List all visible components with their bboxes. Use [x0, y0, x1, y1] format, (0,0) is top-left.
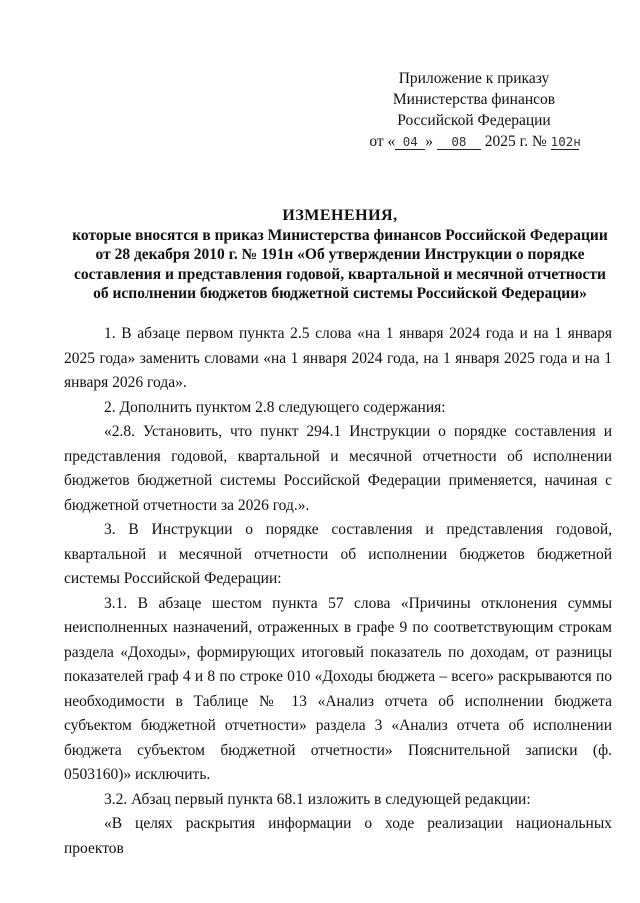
order-date-line	[344, 131, 604, 152]
order-number: 102н	[550, 134, 581, 149]
order-month: 08	[437, 135, 481, 150]
title-line-1: которые вносятся в приказ Министерства финансов Российской Федерации	[72, 226, 608, 244]
document-body	[64, 322, 612, 861]
paragraph-1: 1. В абзаце первом пункта 2.5 слова «на 1 января 2024 года и на 1 января 2025 года» заменить словами «на 1 января 2024 года, на 1 января 2025 года и на 1 января 2026 года».	[64, 325, 612, 391]
order-day: 04	[395, 135, 425, 150]
title-line-2: от 28 декабря 2010 г. № 191н «Об утверждении Инструкции о порядке	[95, 246, 585, 263]
document-title	[60, 206, 620, 304]
order-prefix: от «	[369, 133, 396, 150]
title-heading: ИЗМЕНЕНИЯ,	[282, 207, 398, 224]
paragraph-6: 3.2. Абзац первый пункта 68.1 изложить в следующей редакции:	[104, 790, 531, 808]
title-line-4: об исполнении бюджетов бюджетной системы Российской Федерации»	[93, 285, 587, 302]
paragraph-7: «В целях раскрытия информации о ходе реализации национальных проектов	[64, 815, 612, 857]
paragraph-5: 3.1. В абзаце шестом пункта 57 слова «Причины отклонения суммы неисполненных назначений, отраженных в графе 9 по соответствующим строкам раздела «Доходы», формирующих итоговый показатель по доходам, от разницы показателей граф 4 и 8 по строке 010 «Доходы бюджета – всего» раскрываются по необходимости в Таблице № 13 «Анализ отчета об исполнении бюджета субъектом бюджетной отчетности» раздела 3 «Анализ отчета об исполнении бюджета субъектом бюджетной отчетности» Пояснительной записки (ф. 0503160)» исключить.	[64, 594, 612, 783]
paragraph-3: «2.8. Установить, что пункт 294.1 Инструкции о порядке составления и представления годовой, квартальной и месячной отчетности об исполнении бюджетов бюджетной системы Российской Федерации применяется, начиная с бюджетной отчетности за 2026 год.».	[64, 423, 612, 514]
appendix-line-2: Министерства финансов	[392, 91, 556, 108]
title-line-3: составления и представления годовой, квартальной и месячной отчетности	[74, 265, 606, 283]
appendix-header	[344, 68, 604, 152]
appendix-line-1: Приложение к приказу	[398, 70, 550, 87]
order-mid: »	[425, 133, 434, 150]
paragraph-2: 2. Дополнить пунктом 2.8 следующего содержания:	[104, 398, 446, 416]
paragraph-4: 3. В Инструкции о порядке составления и представления годовой, квартальной и месячной отчетности об исполнении бюджетов бюджетной системы Российской Федерации:	[64, 521, 612, 587]
appendix-line-3: Российской Федерации	[397, 112, 551, 129]
order-year: 2025 г. №	[484, 133, 547, 150]
